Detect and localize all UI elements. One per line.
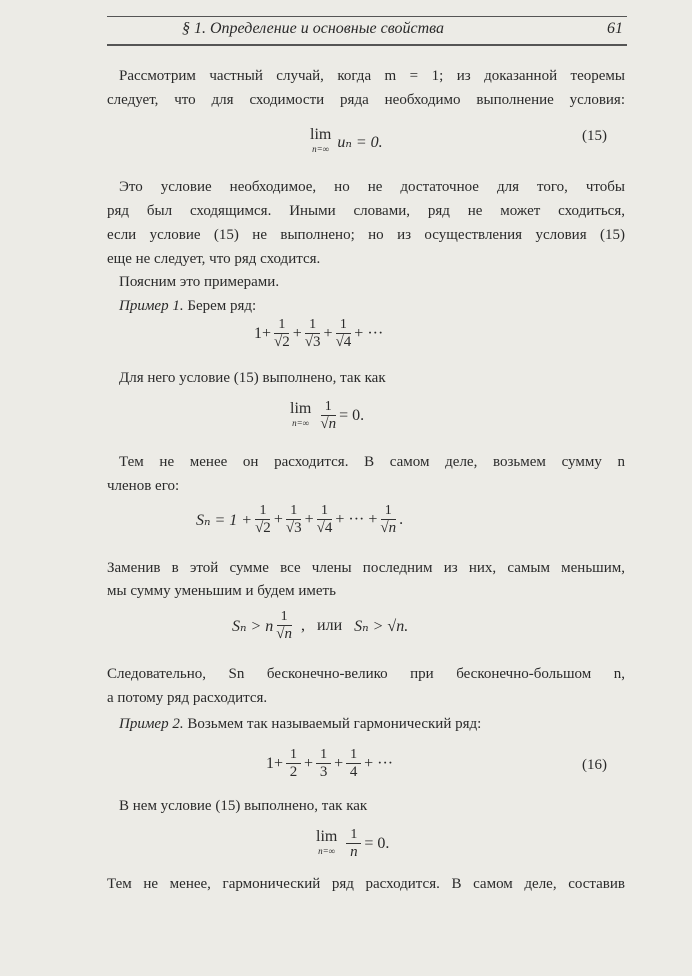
inequality: Sₙ > n 1 √n , или Sₙ > √n. bbox=[232, 609, 409, 642]
example-heading: Пример 1. Берем ряд: bbox=[119, 298, 257, 314]
text-line: Рассмотрим частный случай, когда m = 1; из доказанной теоремы bbox=[119, 68, 625, 84]
page-number: 61 bbox=[607, 20, 623, 37]
text-line: если условие (15) не выполнено; но из осуществления условия (15) bbox=[107, 227, 625, 243]
text-line: Заменив в этой сумме все члены последним из них, самым меньшим, bbox=[107, 560, 625, 576]
text-line: Тем не менее он расходится. В самом деле, возьмем сумму n bbox=[119, 454, 625, 470]
text-line: а потому ряд расходится. bbox=[107, 690, 268, 706]
header-rule-bottom bbox=[107, 44, 627, 46]
text-line: членов его: bbox=[107, 478, 180, 494]
text-line: Следовательно, Sn бесконечно-велико при бесконечно-большом n, bbox=[107, 666, 625, 682]
text-line: Для него условие (15) выполнено, так как bbox=[119, 370, 386, 386]
text-line: следует, что для сходимости ряда необходимо выполнение условия: bbox=[107, 92, 625, 108]
equation-15: lim n=∞ uₙ = 0. bbox=[310, 126, 383, 154]
text-line: мы сумму уменьшим и будем иметь bbox=[107, 583, 336, 599]
text-line: Тем не менее, гармонический ряд расходится. В самом деле, составив bbox=[107, 876, 625, 892]
series-1: 1 + $\frac{1}{√2}$ + $\frac{1}{√3}$ + $\frac{1}{√4}$ + ··· bbox=[254, 317, 384, 350]
harmonic-limit: lim n=∞ $\frac{1}{n}$ = 0. bbox=[316, 827, 390, 860]
header-rule-top bbox=[107, 16, 627, 17]
text-line: Поясним это примерами. bbox=[119, 274, 280, 290]
text-line: еще не следует, что ряд сходится. bbox=[107, 251, 321, 267]
limit-equation: lim n=∞ $\frac{1}{√n}$ = 0. bbox=[290, 399, 365, 432]
equation-number: (15) bbox=[582, 128, 607, 144]
equation-number: (16) bbox=[582, 757, 607, 773]
partial-sum-equation: Sₙ = 1 + $\frac{1}{√2}$ + $\frac{1}{√3}$ + $\frac{1}{√4}$ + ··· + $\frac{1}{√n}$ . bbox=[196, 503, 404, 536]
example-heading: Пример 2. Возьмем так называемый гармонический ряд: bbox=[119, 716, 482, 732]
section-title: § 1. Определение и основные свойства bbox=[182, 20, 444, 37]
text-line: ряд был сходящимся. Иными словами, ряд не может сходиться, bbox=[107, 203, 625, 219]
text-line: Это условие необходимое, но не достаточное для того, чтобы bbox=[119, 179, 625, 195]
text-line: В нем условие (15) выполнено, так как bbox=[119, 798, 368, 814]
harmonic-series: 1 + $\frac{1}{2}$ + $\frac{1}{3}$ + $\frac{1}{4}$ + ··· bbox=[266, 747, 394, 780]
